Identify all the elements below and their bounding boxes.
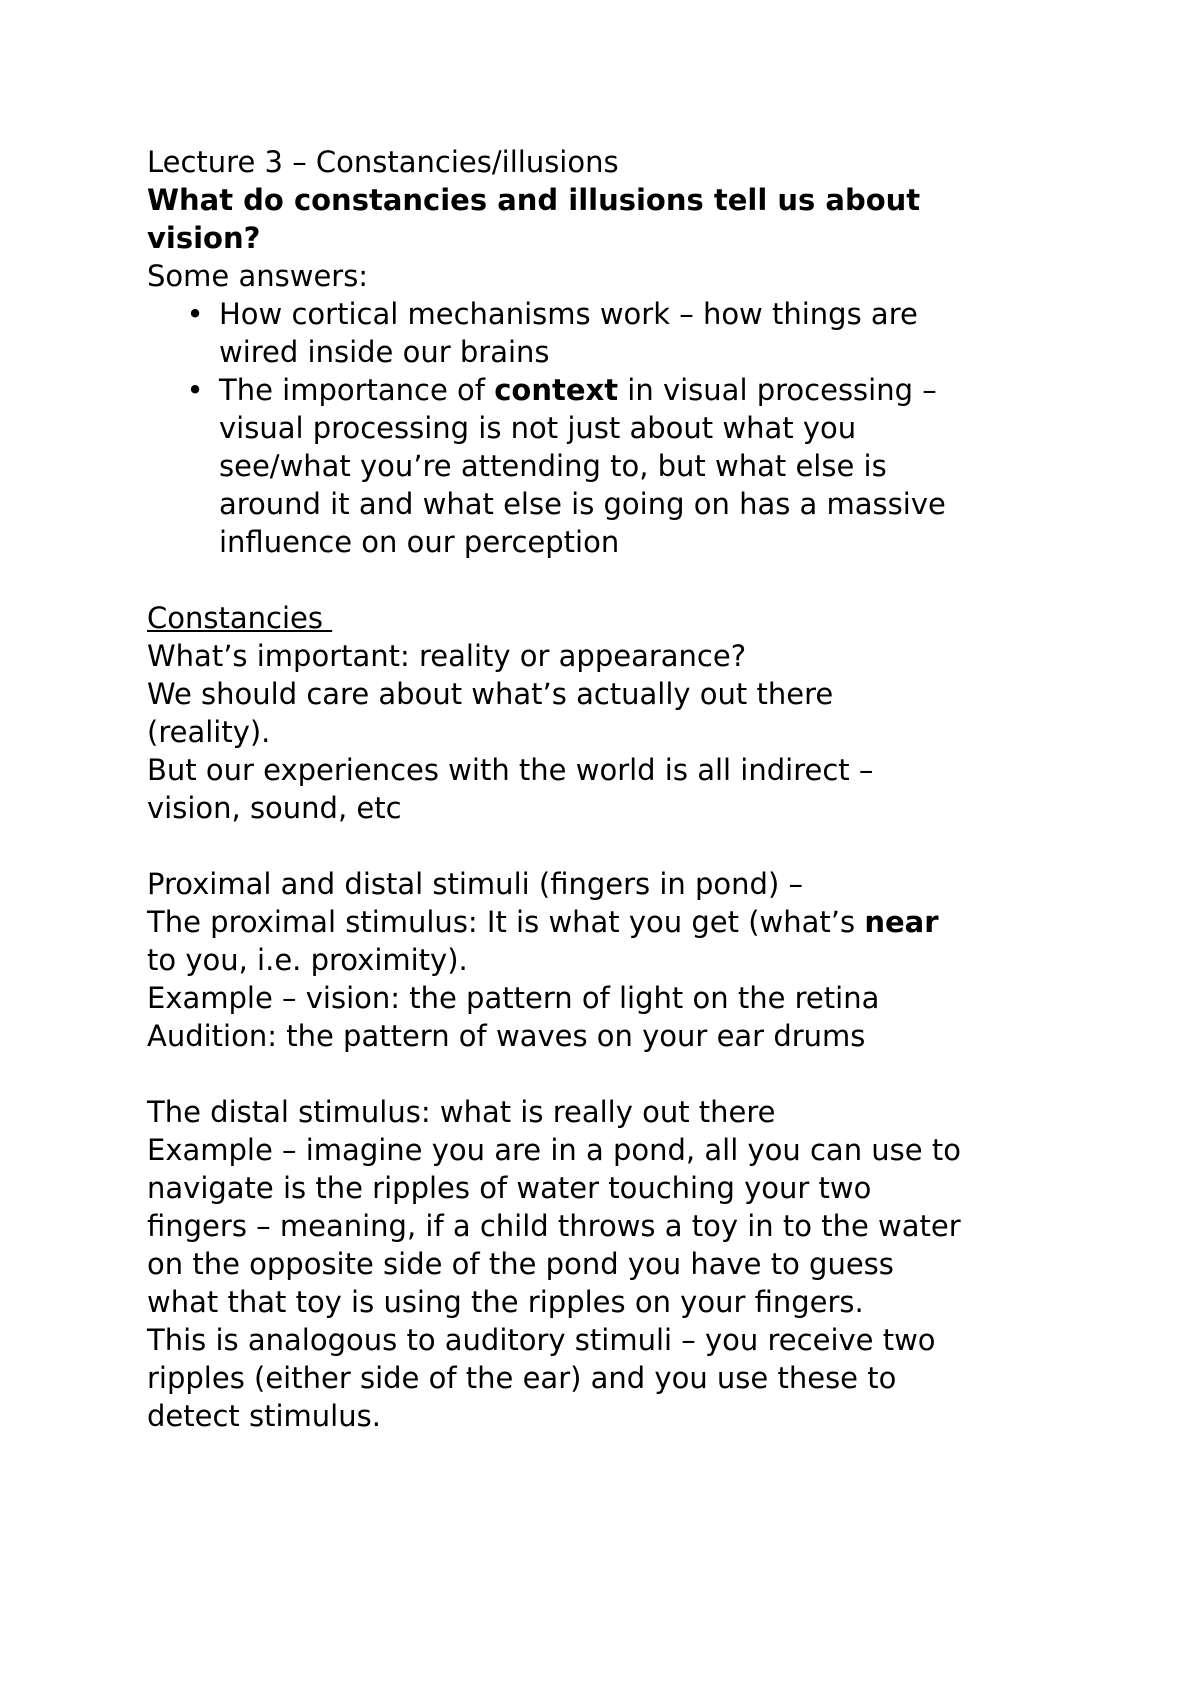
paragraph-line: detect stimulus. [147, 1399, 381, 1433]
paragraph-line: ripples (either side of the ear) and you use these to [147, 1361, 897, 1395]
bullet-text-line: see/what you’re attending to, but what else is [219, 449, 887, 483]
question-heading-line-1: What do constancies and illusions tell us about [147, 183, 921, 217]
paragraph-line: vision, sound, etc [147, 791, 402, 825]
paragraph-line: on the opposite side of the pond you have to guess [147, 1247, 894, 1281]
paragraph-line: This is analogous to auditory stimuli – you receive two [147, 1323, 936, 1357]
paragraph-line: (reality). [147, 715, 271, 749]
paragraph-line: navigate is the ripples of water touching your two [147, 1171, 872, 1205]
constancies-heading: Constancies [147, 601, 333, 635]
paragraph-line: Example – imagine you are in a pond, all you can use to [147, 1133, 961, 1167]
text-run: The proximal stimulus: It is what you get (what’s [147, 905, 865, 939]
paragraph-line [147, 903, 1087, 941]
spacer [147, 1055, 1087, 1093]
bullet-text-line: wired inside our brains [219, 335, 550, 369]
constancies-heading-line [147, 599, 1087, 637]
emphasis-near: near [864, 905, 939, 939]
paragraph-line: What’s important: reality or appearance? [147, 639, 747, 673]
bullet-icon: • [186, 373, 204, 407]
paragraph-line: to you, i.e. proximity). [147, 943, 468, 977]
proximal-heading: Proximal and distal stimuli (fingers in pond) – [147, 867, 803, 901]
paragraph-line: fingers – meaning, if a child throws a toy in to the water [147, 1209, 961, 1243]
intro-text: Some answers: [147, 259, 369, 293]
list-item [147, 295, 1087, 371]
paragraph-line: The distal stimulus: what is really out there [147, 1095, 776, 1129]
bullet-text-line: around it and what else is going on has a massive [219, 487, 946, 521]
document-body [147, 143, 1087, 1435]
paragraph-line: Audition: the pattern of waves on your ear drums [147, 1019, 866, 1053]
bullet-text-line [219, 371, 1087, 409]
text-run: in visual processing – [618, 373, 937, 407]
lecture-title: Lecture 3 – Constancies/illusions [147, 145, 619, 179]
paragraph-line: We should care about what’s actually out there [147, 677, 834, 711]
bullet-icon: • [186, 297, 204, 331]
bullet-text-line: visual processing is not just about what you [219, 411, 857, 445]
emphasis-context: context [494, 373, 619, 407]
bullet-text-line: How cortical mechanisms work – how things are [219, 297, 918, 331]
answers-list [147, 295, 1087, 561]
text-run: The importance of [219, 373, 495, 407]
paragraph-line: Example – vision: the pattern of light on the retina [147, 981, 880, 1015]
bullet-text-line: influence on our perception [219, 525, 620, 559]
spacer [147, 827, 1087, 865]
paragraph-line: But our experiences with the world is all indirect – [147, 753, 874, 787]
list-item [147, 371, 1087, 561]
spacer [147, 561, 1087, 599]
question-heading-line-2: vision? [147, 221, 261, 255]
paragraph-line: what that toy is using the ripples on your fingers. [147, 1285, 864, 1319]
